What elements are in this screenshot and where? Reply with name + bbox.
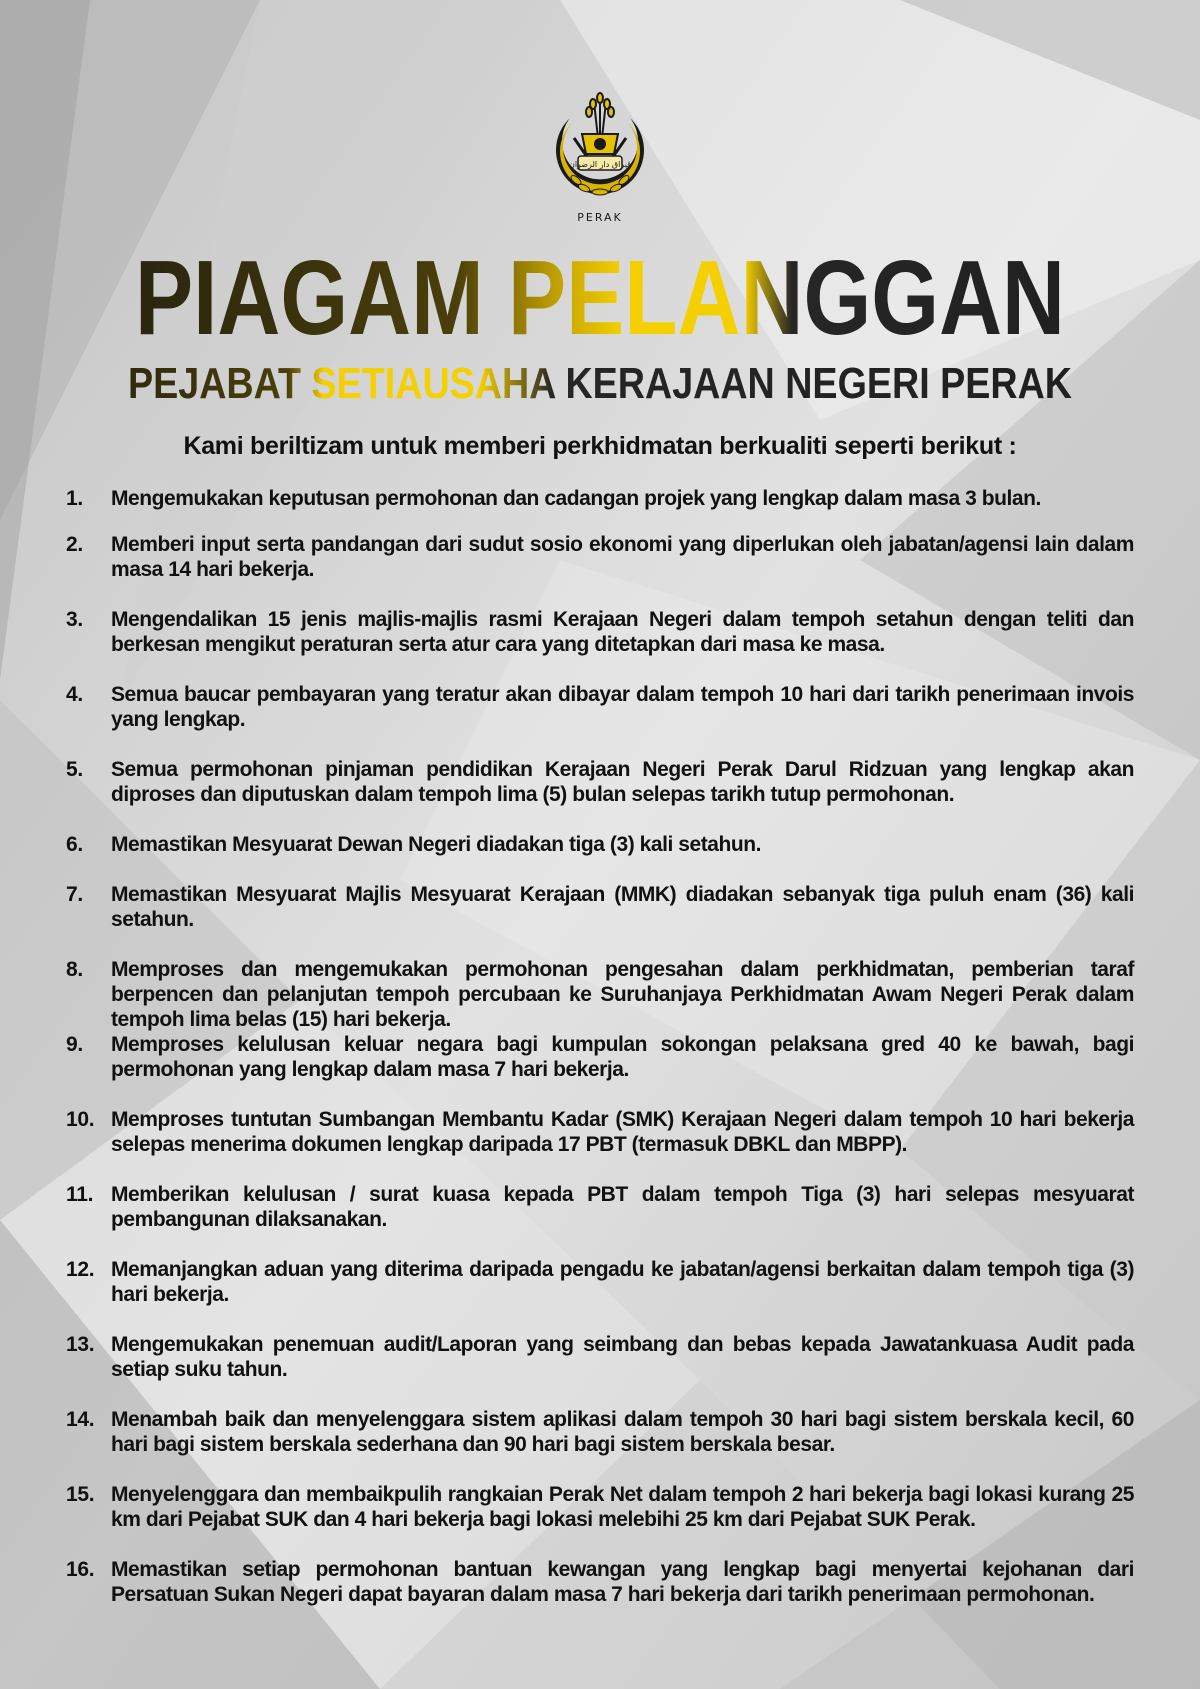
page-title: PIAGAM PELANGGAN (135, 248, 1065, 357)
charter-item-text: Mengemukakan penemuan audit/Laporan yang seimbang dan bebas kepada Jawatankuasa Audit pada setiap suku tahun. (111, 1333, 1134, 1381)
charter-item-text: Semua permohonan pinjaman pendidikan Kerajaan Negeri Perak Darul Ridzuan yang lengkap akan diproses dan diputuskan dalam tempoh lima (5) bulan selepas tarikh tutup permohonan. (111, 758, 1134, 806)
charter-item-text: Semua baucar pembayaran yang teratur akan dibayar dalam tempoh 10 hari dari tarikh penerimaan invois yang lengkap. (111, 683, 1134, 731)
crest-label: PERAK (577, 211, 623, 224)
charter-item-number: 1. (66, 487, 83, 510)
perak-crest-logo (538, 88, 662, 228)
charter-item (66, 1482, 1134, 1532)
charter-item (66, 1557, 1134, 1607)
charter-item-text: Memproses kelulusan keluar negara bagi kumpulan sokongan pelaksana gred 40 ke bawah, bagi permohonan yang lengkap dalam masa 7 hari bekerja. (111, 1033, 1134, 1081)
charter-item (66, 957, 1134, 1032)
charter-item-text: Memproses dan mengemukakan permohonan pengesahan dalam perkhidmatan, pemberian taraf berpencen dan pelanjutan tempoh percubaan ke Suruhanjaya Perkhidmatan Awam Negeri Perak dalam tempoh lima belas (15) hari bekerja. (111, 958, 1134, 1031)
charter-item (66, 882, 1134, 932)
charter-item (66, 1032, 1134, 1082)
charter-item-number: 4. (66, 683, 83, 706)
charter-item-number: 8. (66, 958, 83, 981)
charter-item-number: 5. (66, 758, 83, 781)
charter-item-text: Memberi input serta pandangan dari sudut sosio ekonomi yang diperlukan oleh jabatan/agensi lain dalam masa 14 hari bekerja. (111, 533, 1134, 581)
charter-item-text: Memanjangkan aduan yang diterima daripada pengadu ke jabatan/agensi berkaitan dalam tempoh tiga (3) hari bekerja. (111, 1258, 1134, 1306)
charter-item-number: 16. (66, 1558, 95, 1581)
charter-item-text: Menambah baik dan menyelenggara sistem aplikasi dalam tempoh 30 hari bagi sistem berskala kecil, 60 hari bagi sistem berskala sederhana dan 90 hari bagi sistem berskala besar. (111, 1408, 1134, 1456)
charter-item-number: 14. (66, 1408, 95, 1431)
charter-item (66, 757, 1134, 807)
charter-item (66, 682, 1134, 732)
charter-item-text: Memastikan Mesyuarat Majlis Mesyuarat Kerajaan (MMK) diadakan sebanyak tiga puluh enam (36) kali setahun. (111, 883, 1134, 931)
charter-item-number: 2. (66, 533, 83, 556)
charter-item (66, 1332, 1134, 1382)
charter-item (66, 1107, 1134, 1157)
crest-jawi-text: ڤيراق دار الرضوان (569, 160, 631, 169)
charter-item (66, 1257, 1134, 1307)
charter-item-number: 10. (66, 1108, 95, 1131)
charter-item (66, 1182, 1134, 1232)
charter-item-text: Mengendalikan 15 jenis majlis-majlis rasmi Kerajaan Negeri dalam tempoh setahun dengan teliti dan berkesan mengikut peraturan serta atur cara yang ditetapkan dari masa ke masa. (111, 608, 1134, 656)
charter-item-number: 7. (66, 883, 83, 906)
charter-item (66, 607, 1134, 657)
charter-item-text: Memastikan setiap permohonan bantuan kewangan yang lengkap bagi menyertai kejohanan dari Persatuan Sukan Negeri dapat bayaran dalam masa 7 hari bekerja dari tarikh penerimaan permohonan. (111, 1558, 1134, 1606)
intro-statement: Kami beriltizam untuk memberi perkhidmatan berkualiti seperti berikut : (183, 432, 1017, 460)
charter-item-number: 12. (66, 1258, 95, 1281)
page-subtitle: PEJABAT SETIAUSAHA KERAJAAN NEGERI PERAK (128, 359, 1073, 408)
charter-item-text: Memproses tuntutan Sumbangan Membantu Kadar (SMK) Kerajaan Negeri dalam tempoh 10 hari bekerja selepas menerima dokumen lengkap daripada 17 PBT (termasuk DBKL dan MBPP). (111, 1108, 1134, 1156)
charter-item (66, 486, 1134, 511)
title-block (0, 248, 1200, 408)
charter-item-number: 3. (66, 608, 83, 631)
charter-item (66, 532, 1134, 582)
charter-item-number: 9. (66, 1033, 83, 1056)
charter-item-text: Memastikan Mesyuarat Dewan Negeri diadakan tiga (3) kali setahun. (111, 833, 761, 856)
charter-item-text: Memberikan kelulusan / surat kuasa kepada PBT dalam tempoh Tiga (3) hari selepas mesyuarat pembangunan dilaksanakan. (111, 1183, 1134, 1231)
charter-item-number: 15. (66, 1483, 95, 1506)
charter-item-text: Mengemukakan keputusan permohonan dan cadangan projek yang lengkap dalam masa 3 bulan. (111, 487, 1041, 510)
charter-item-number: 11. (66, 1183, 94, 1206)
charter-item (66, 832, 1134, 857)
charter-item-text: Menyelenggara dan membaikpulih rangkaian Perak Net dalam tempoh 2 hari bekerja bagi lokasi kurang 25 km dari Pejabat SUK dan 4 hari bekerja bagi lokasi melebihi 25 km dari Pejabat SUK Perak. (111, 1483, 1134, 1531)
charter-item-number: 13. (66, 1333, 95, 1356)
charter-item (66, 1407, 1134, 1457)
charter-item-number: 6. (66, 833, 83, 856)
